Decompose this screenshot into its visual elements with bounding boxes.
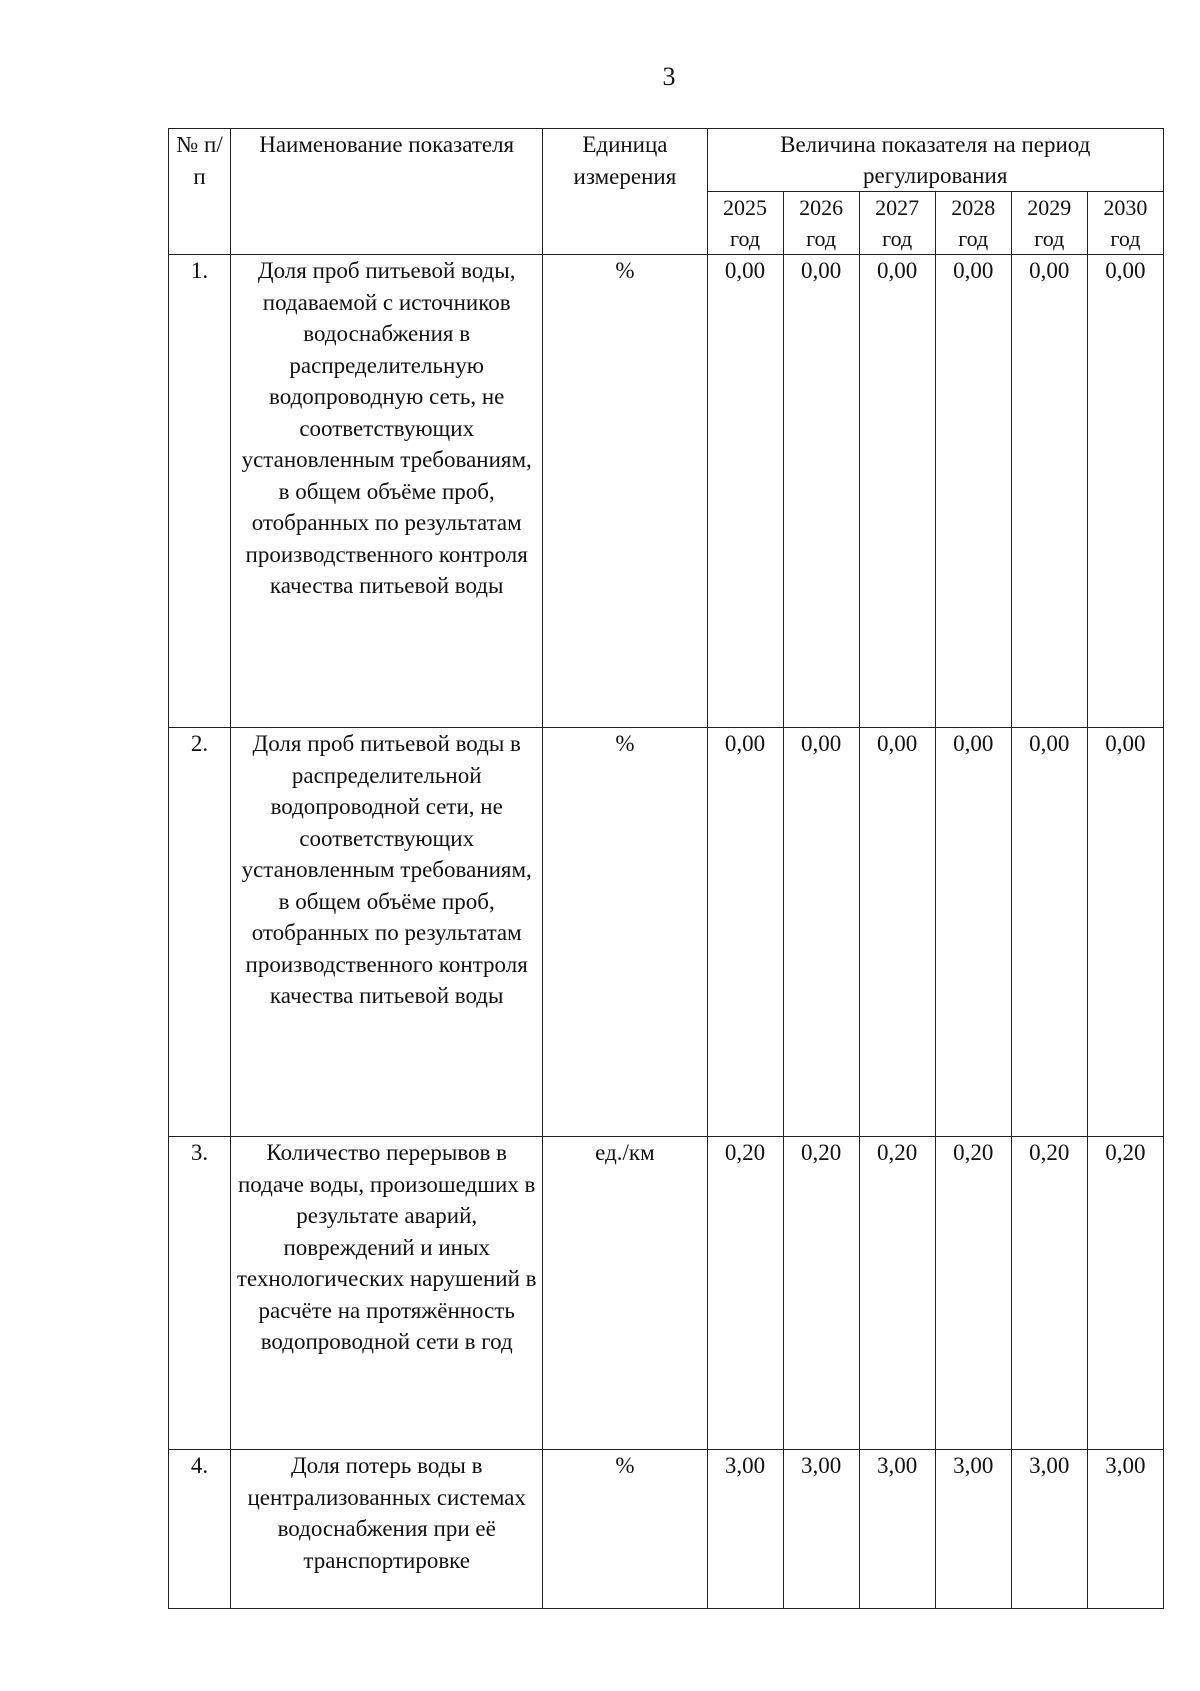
row-number: 2. <box>169 728 231 1137</box>
value-cell: 0,20 <box>935 1137 1011 1450</box>
header-year <box>1011 192 1087 255</box>
value-cell: 3,00 <box>1087 1450 1163 1609</box>
indicator-name: Доля проб питьевой воды в распределительной водопроводной сети, не соответствующих установленным требованиям, в общем объёме проб, отобранных по результатам производственного контроля качества питьевой воды <box>231 728 543 1137</box>
value-cell: 0,20 <box>707 1137 783 1450</box>
year-number: 2029 <box>1027 195 1072 220</box>
indicator-name: Доля проб питьевой воды, подаваемой с источников водоснабжения в распределительную водопроводную сеть, не соответствующих установленным требованиям, в общем объёме проб, отобранных по результатам производственного контроля качества питьевой воды <box>231 255 543 728</box>
page-number: 3 <box>662 62 676 91</box>
value-cell: 3,00 <box>935 1450 1011 1609</box>
header-year <box>1087 192 1163 255</box>
header-num: № п/п <box>169 129 231 255</box>
row-number: 3. <box>169 1137 231 1450</box>
indicator-unit: % <box>543 255 707 728</box>
header-year <box>859 192 935 255</box>
year-word: год <box>1034 226 1065 251</box>
year-number: 2027 <box>875 195 920 220</box>
value-cell: 0,00 <box>1087 728 1163 1137</box>
value-cell: 0,00 <box>1011 728 1087 1137</box>
value-cell: 3,00 <box>707 1450 783 1609</box>
year-word: год <box>958 226 989 251</box>
indicator-unit: % <box>543 728 707 1137</box>
indicator-name: Количество перерывов в подаче воды, произошедших в результате аварий, повреждений и иных технологических нарушений в расчёте на протяжённость водопроводной сети в год <box>231 1137 543 1450</box>
year-number: 2030 <box>1103 195 1148 220</box>
year-number: 2026 <box>799 195 844 220</box>
value-cell: 3,00 <box>859 1450 935 1609</box>
year-word: год <box>806 226 837 251</box>
indicators-table <box>168 128 1164 1609</box>
value-cell: 0,00 <box>783 255 859 728</box>
year-word: год <box>882 226 913 251</box>
value-cell: 0,00 <box>783 728 859 1137</box>
value-cell: 0,00 <box>859 255 935 728</box>
row-number: 4. <box>169 1450 231 1609</box>
header-year <box>783 192 859 255</box>
year-number: 2025 <box>723 195 768 220</box>
table-row <box>169 728 1164 1137</box>
row-number: 1. <box>169 255 231 728</box>
value-cell: 0,20 <box>783 1137 859 1450</box>
value-cell: 0,00 <box>1087 255 1163 728</box>
value-cell: 3,00 <box>1011 1450 1087 1609</box>
value-cell: 0,20 <box>1011 1137 1087 1450</box>
value-cell: 0,20 <box>859 1137 935 1450</box>
header-unit: Единица измерения <box>543 129 707 255</box>
header-year <box>707 192 783 255</box>
indicator-unit: % <box>543 1450 707 1609</box>
value-cell: 0,00 <box>935 255 1011 728</box>
value-cell: 0,20 <box>1087 1137 1163 1450</box>
table-row <box>169 1450 1164 1609</box>
year-word: год <box>730 226 761 251</box>
indicator-unit: ед./км <box>543 1137 707 1450</box>
value-cell: 0,00 <box>707 728 783 1137</box>
value-cell: 0,00 <box>707 255 783 728</box>
header-period: Величина показателя на период регулирования <box>707 129 1164 192</box>
header-name: Наименование показателя <box>231 129 543 255</box>
header-year <box>935 192 1011 255</box>
table-row <box>169 1137 1164 1450</box>
year-number: 2028 <box>951 195 996 220</box>
value-cell: 0,00 <box>1011 255 1087 728</box>
table-row <box>169 255 1164 728</box>
indicator-name: Доля потерь воды в централизованных системах водоснабжения при её транспортировке <box>231 1450 543 1609</box>
value-cell: 3,00 <box>783 1450 859 1609</box>
value-cell: 0,00 <box>859 728 935 1137</box>
year-word: год <box>1110 226 1141 251</box>
value-cell: 0,00 <box>935 728 1011 1137</box>
